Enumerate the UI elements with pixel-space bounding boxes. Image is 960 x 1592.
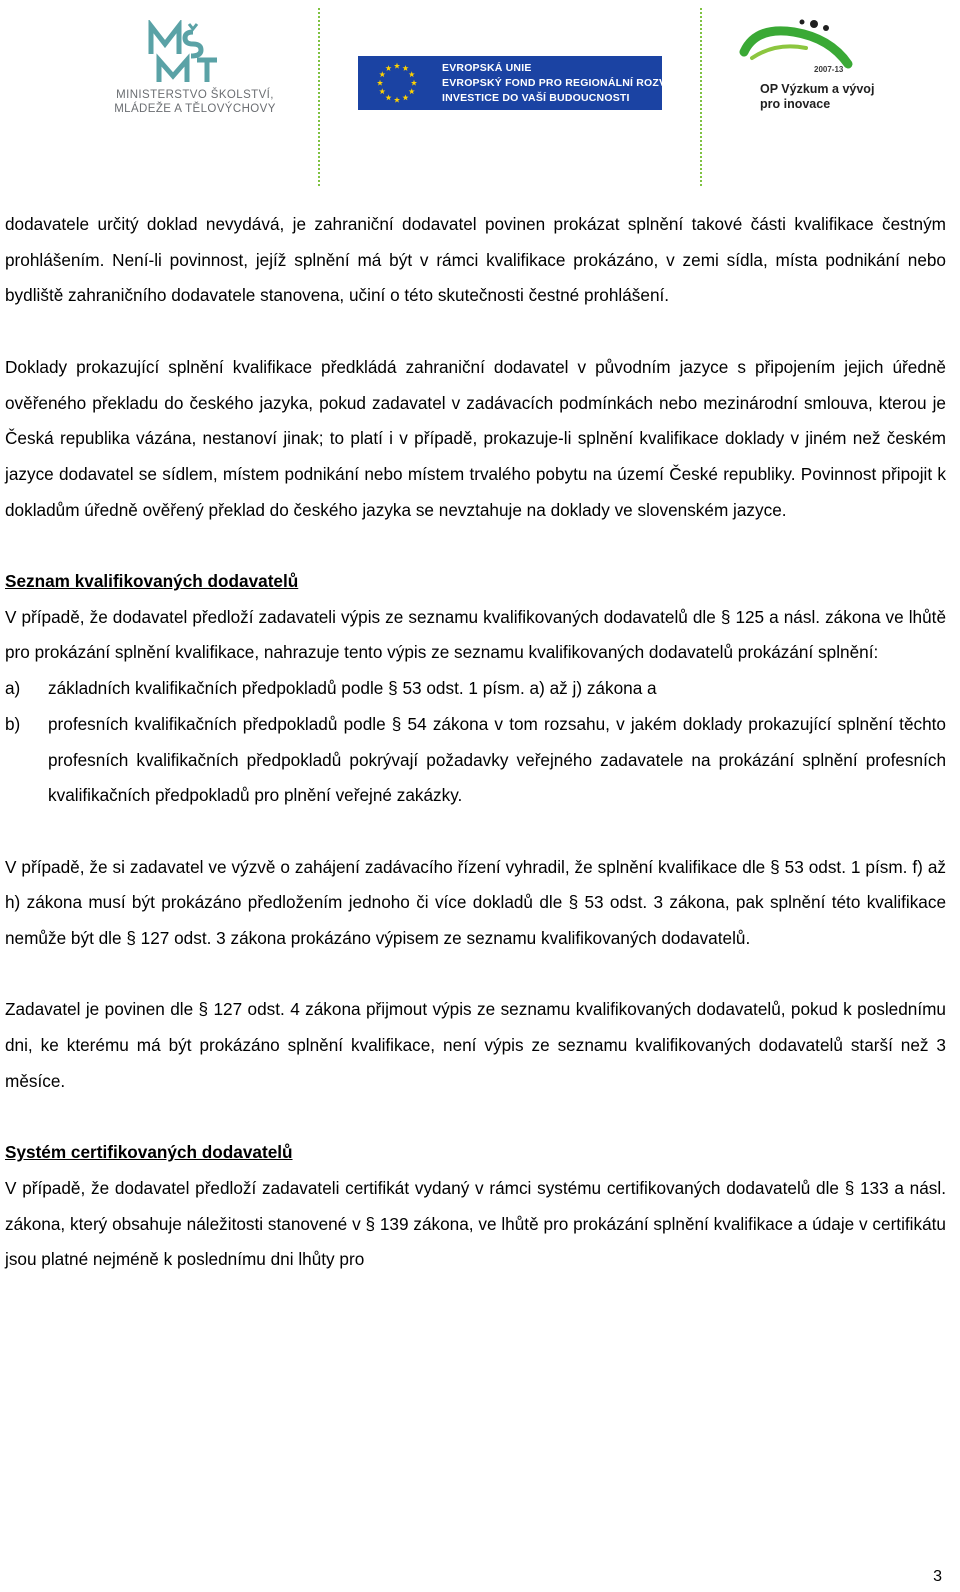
msmt-line-1: MINISTERSTVO ŠKOLSTVÍ, bbox=[116, 89, 274, 101]
document-body bbox=[5, 207, 946, 1278]
eu-star-icon bbox=[385, 65, 391, 71]
eu-star-icon bbox=[402, 95, 408, 101]
logo-separator bbox=[318, 8, 320, 186]
eu-star-icon bbox=[377, 80, 383, 86]
op-name bbox=[760, 82, 875, 112]
paragraph: Doklady prokazující splnění kvalifikace předkládá zahraniční dodavatel v původním jazyce s připojením jejich úředně ověřeného překladu do českého jazyka, pokud zadavatel v zadávacích podmínkách nebo mezinárodní smlouva, kterou je Česká republika vázána, nestanoví jinak; to platí i v případě, prokazuje-li splnění kvalifikace doklady v jiném než českém jazyce dodavatel se sídlem, místem podnikání nebo místem trvalého pobytu na území České republiky. Povinnost připojit k dokladům úředně ověřený překlad do českého jazyka se nevztahuje na doklady ve slovenském jazyce. bbox=[5, 356, 946, 520]
op-line-1: OP Výzkum a vývoj bbox=[760, 82, 875, 96]
list-item-text: profesních kvalifikačních předpokladů podle § 54 zákona v tom rozsahu, v jakém doklady prokazující splnění těchto profesních kvalifikačních předpokladů pokrývají požadavky veřejného zadavatele na prokázání splnění profesních kvalifikačních předpokladů pro plnění veřejné zakázky. bbox=[48, 713, 946, 806]
eu-star-icon bbox=[379, 88, 385, 94]
eu-text-block bbox=[436, 56, 681, 110]
eu-line-1: EVROPSKÁ UNIE bbox=[442, 62, 532, 74]
list-item-text: základních kvalifikačních předpokladů podle § 53 odst. 1 písm. a) až j) zákona a bbox=[48, 678, 657, 699]
eu-star-icon bbox=[409, 88, 415, 94]
msmt-emblem-icon bbox=[145, 20, 245, 86]
op-vavpi-logo bbox=[736, 18, 875, 128]
page-header bbox=[0, 0, 960, 190]
eu-star-icon bbox=[402, 65, 408, 71]
section-heading: Seznam kvalifikovaných dodavatelů bbox=[5, 571, 299, 591]
paragraph: V případě, že dodavatel předloží zadavateli certifikát vydaný v rámci systému certifikovaných dodavatelů dle § 133 a násl. zákona, který obsahuje náležitosti stanovené v § 139 zákona, ve lhůtě pro prokázání splnění kvalifikace a údaje v certifikátu jsou platné nejméně k poslednímu dni lhůty pro bbox=[5, 1177, 946, 1270]
eu-line-2: EVROPSKÝ FOND PRO REGIONÁLNÍ ROZVOJ bbox=[442, 77, 681, 89]
eu-stars-icon bbox=[358, 56, 436, 110]
list-marker: b) bbox=[5, 713, 21, 734]
eu-star-icon bbox=[411, 80, 417, 86]
paragraph: Zadavatel je povinen dle § 127 odst. 4 zákona přijmout výpis ze seznamu kvalifikovaných dodavatelů, pokud k poslednímu dni, ke kterému má být prokázáno splnění kvalifikace, není výpis ze seznamu kvalifikovaných dodavatelů starší než 3 měsíce. bbox=[5, 999, 946, 1091]
logo-separator bbox=[700, 8, 702, 186]
msmt-logo bbox=[95, 20, 295, 120]
eu-star-icon bbox=[379, 71, 385, 77]
op-line-2: pro inovace bbox=[760, 97, 831, 111]
eu-flag-icon bbox=[358, 56, 436, 110]
eu-line-3: INVESTICE DO VAŠÍ BUDOUCNOSTI bbox=[442, 92, 630, 104]
eu-logo bbox=[358, 56, 681, 114]
paragraph: V případě, že dodavatel předloží zadavateli výpis ze seznamu kvalifikovaných dodavatelů dle § 125 a násl. zákona ve lhůtě pro prokázání splnění kvalifikace, nahrazuje tento výpis ze seznamu kvalifikovaných dodavatelů prokázání splnění: bbox=[5, 606, 946, 663]
list-item bbox=[5, 707, 946, 814]
section-heading: Systém certifikovaných dodavatelů bbox=[5, 1142, 293, 1163]
page-number: 3 bbox=[933, 1568, 942, 1585]
list-item bbox=[5, 671, 946, 707]
paragraph: V případě, že si zadavatel ve výzvě o zahájení zadávacího řízení vyhradil, že splnění kvalifikace dle § 53 odst. 1 písm. f) až h) zákona musí být prokázáno předložením jednoho či více dokladů dle § 53 odst. 3 zákona, pak splnění této kvalifikace nemůže být dle § 127 odst. 3 zákona prokázáno výpisem ze seznamu kvalifikovaných dodavatelů. bbox=[5, 856, 946, 949]
paragraph: dodavatele určitý doklad nevydává, je zahraniční dodavatel povinen prokázat splnění takové části kvalifikace čestným prohlášením. Není-li povinnost, jejíž splnění má být v rámci kvalifikace prokázáno, v zemi sídla, místa podnikání nebo bydliště zahraničního dodavatele stanovena, učiní o této skutečnosti čestné prohlášení. bbox=[5, 214, 946, 306]
msmt-line-2: MLÁDEŽE A TĚLOVÝCHOVY bbox=[114, 103, 276, 115]
eu-star-icon bbox=[394, 63, 400, 69]
eu-star-icon bbox=[385, 95, 391, 101]
eu-star-icon bbox=[394, 97, 400, 103]
msmt-name bbox=[95, 88, 295, 116]
eu-star-icon bbox=[409, 71, 415, 77]
op-years: 2007-13 bbox=[814, 65, 844, 74]
list-marker: a) bbox=[5, 678, 21, 699]
